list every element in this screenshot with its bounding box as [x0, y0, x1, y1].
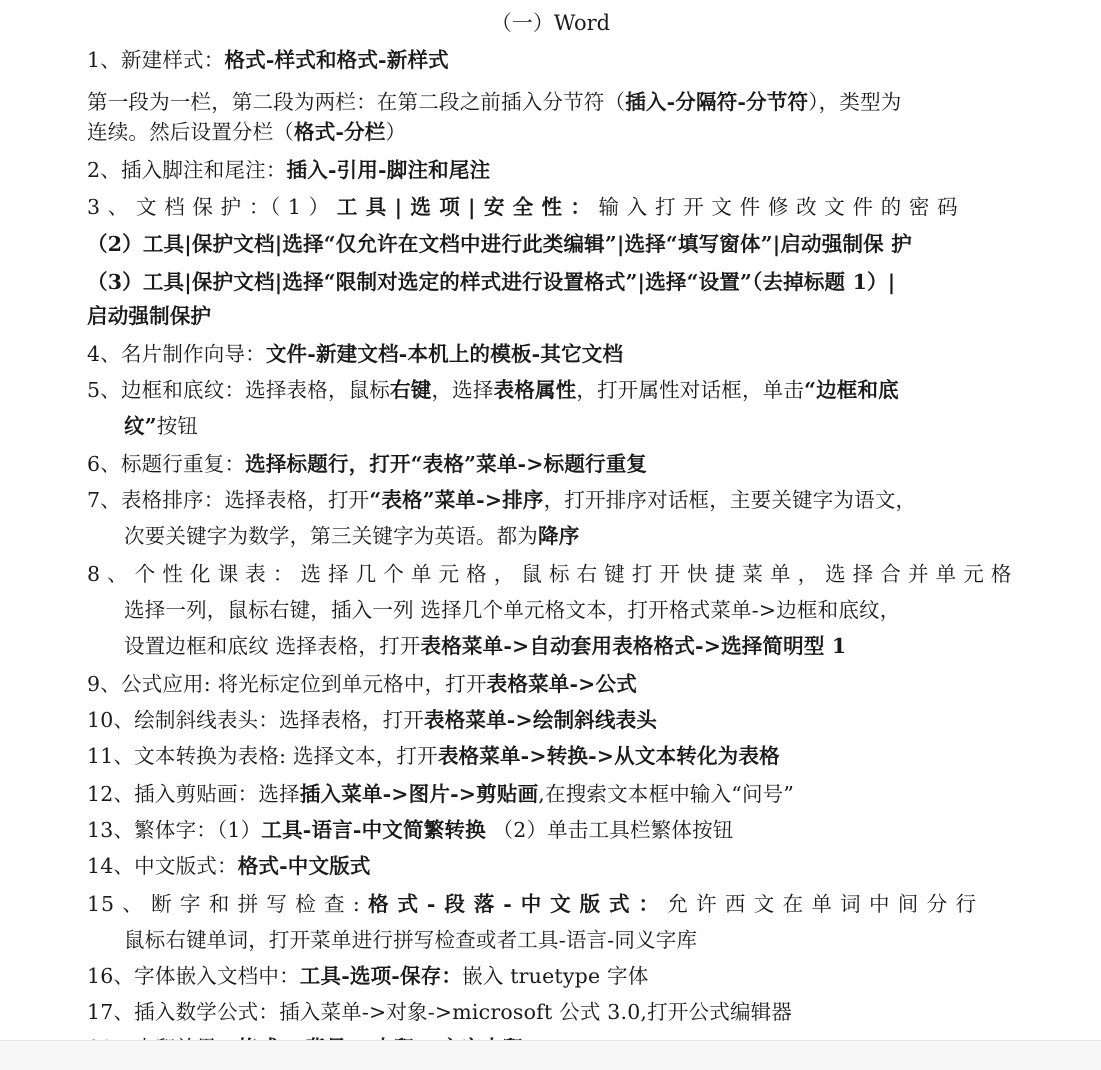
item-4-line [87, 338, 623, 370]
item-6-line [87, 448, 647, 480]
bold-run: 工具-选项-保存： [299, 964, 463, 988]
text-run: 16、字体嵌入文档中： [87, 964, 300, 988]
bold-run: 格式-样式和格式-新样式 [224, 48, 449, 72]
text-run: ，选择 [431, 378, 494, 402]
item-3-line [87, 191, 958, 223]
bold-run: 表格属性 [493, 378, 577, 402]
item-10-line [87, 704, 657, 736]
item-8-line [87, 558, 1012, 590]
item-14-line [87, 850, 371, 882]
text-run: 12、插入剪贴画：选择 [87, 782, 300, 806]
text-run: 鼠标右键单词，打开菜单进行拼写检查或者工具-语言-同义字库 [124, 928, 698, 952]
text-run: ），类型为 [808, 90, 902, 114]
item-17-line [87, 996, 792, 1028]
text-run: 6、标题行重复： [87, 452, 246, 476]
text-run: 1、新建样式： [87, 48, 225, 72]
item-15-detail-line [124, 924, 697, 956]
item-5-detail-line [124, 410, 198, 442]
text-run: 次要关键字为数学，第三关键字为英语。都为 [124, 524, 538, 548]
text-run: 17、插入数学公式：插入菜单->对象->microsoft 公式 3.0,打开公式编辑器 [87, 1000, 793, 1024]
text-run: ） [385, 120, 407, 144]
item-11-line [87, 740, 780, 772]
item-7-line [87, 484, 916, 516]
text-run: 3 、 文 档 保 护 ：（ 1 ） [87, 195, 337, 219]
bold-run: 插入菜单->图片->剪贴画 [299, 782, 539, 806]
bold-run: 启动强制保护 [87, 304, 212, 328]
bold-run: 格 式 - 段 落 - 中 文 版 式 ： [368, 892, 660, 916]
text-run: 4、名片制作向导： [87, 342, 266, 366]
bold-run: 表格菜单->公式 [486, 672, 637, 696]
item-3-detail-line [87, 300, 211, 332]
item-9-line [87, 668, 637, 700]
item-7-detail-line [124, 520, 579, 552]
bold-run: “表格”菜单->排序 [369, 488, 544, 512]
page-bottom-strip [0, 1040, 1101, 1070]
bold-run: 工 具 | 选 项 | 安 全 性 ： [336, 195, 592, 219]
item-3-detail-line [87, 266, 895, 298]
item-1-line [87, 44, 449, 76]
text-run: 8 、 个 性 化 课 表 ： 选 择 几 个 单 元 格 ， 鼠 标 右 键 打 开 快 捷 菜 单 ， 选 择 合 并 单 元 格 [87, 562, 1012, 586]
text-run: 第一段为一栏，第二段为两栏：在第二段之前插入分节符（ [87, 90, 626, 114]
bold-run: 选择标题行，打开“表格”菜单->标题行重复 [245, 452, 648, 476]
text-run: 2、插入脚注和尾注： [87, 158, 287, 182]
bold-run: 表格菜单->自动套用表格格式->选择简明型 1 [420, 634, 847, 658]
item-16-line [87, 960, 648, 992]
bold-run: 表格菜单->绘制斜线表头 [424, 708, 658, 732]
text-run: ,在搜索文本框中输入“问号” [538, 782, 795, 806]
bold-run: 格式-分栏 [294, 120, 386, 144]
item-8-detail-line [124, 630, 846, 662]
item-5-line [87, 374, 899, 406]
text-run: 9、公式应用: 将光标定位到单元格中，打开 [87, 672, 487, 696]
text-run: 10、绘制斜线表头：选择表格，打开 [87, 708, 424, 732]
item-15-line [87, 888, 977, 920]
bold-run: 文件-新建文档-本机上的模板-其它文档 [265, 342, 624, 366]
section-title: （一）Word [490, 11, 611, 35]
text-run: 连续。然后设置分栏（ [87, 120, 294, 144]
bold-run: （3）工具|保护文档|选择“限制对选定的样式进行设置格式”|选择“设置”（去掉标题 1）| [87, 270, 896, 294]
text-run: 13、繁体字：（1） [87, 818, 262, 842]
text-run: 11、文本转换为表格: 选择文本，打开 [87, 744, 438, 768]
text-run: （2）单击工具栏繁体按钮 [485, 818, 734, 842]
bold-run: 纹” [124, 414, 157, 438]
text-run: 允 许 西 文 在 单 词 中 间 分 行 [659, 892, 977, 916]
bold-run: 表格菜单->转换->从文本转化为表格 [437, 744, 780, 768]
text-run: ，打开排序对话框，主要关键字为语文， [543, 488, 917, 512]
bold-run: 降序 [538, 524, 580, 548]
bold-run: “边框和底 [804, 378, 899, 402]
item-8-detail-line [124, 594, 900, 626]
text-run: 7、表格排序：选择表格，打开 [87, 488, 370, 512]
item-3-detail-line [87, 228, 912, 260]
text-run: 5、边框和底纹：选择表格，鼠标 [87, 378, 391, 402]
bold-run: 右键 [390, 378, 432, 402]
text-run: 15 、 断 字 和 拼 写 检 查 : [87, 892, 369, 916]
item-1-detail-line [87, 86, 901, 118]
item-2-line [87, 154, 490, 186]
item-12-line [87, 778, 794, 810]
bold-run: 插入-分隔符-分节符 [625, 90, 809, 114]
bold-run: 工具-语言-中文简繁转换 [261, 818, 486, 842]
text-run: 嵌入 truetype 字体 [462, 964, 649, 988]
text-run: 14、中文版式： [87, 854, 238, 878]
item-1-detail-line [87, 116, 406, 148]
bold-run: 格式-中文版式 [237, 854, 371, 878]
text-run: ，打开属性对话框，单击 [576, 378, 805, 402]
bold-run: （2）工具|保护文档|选择“仅允许在文档中进行此类编辑”|选择“填写窗体”|启动强制保 护 [87, 232, 912, 256]
text-run: 按钮 [156, 414, 199, 438]
item-13-line [87, 814, 733, 846]
text-run: 选择一列，鼠标右键，插入一列 选择几个单元格文本，打开格式菜单->边框和底纹， [124, 598, 901, 622]
bold-run: 插入-引用-脚注和尾注 [286, 158, 491, 182]
text-run: 设置边框和底纹 选择表格，打开 [124, 634, 421, 658]
text-run: 输 入 打 开 文 件 修 改 文 件 的 密 码 [591, 195, 959, 219]
